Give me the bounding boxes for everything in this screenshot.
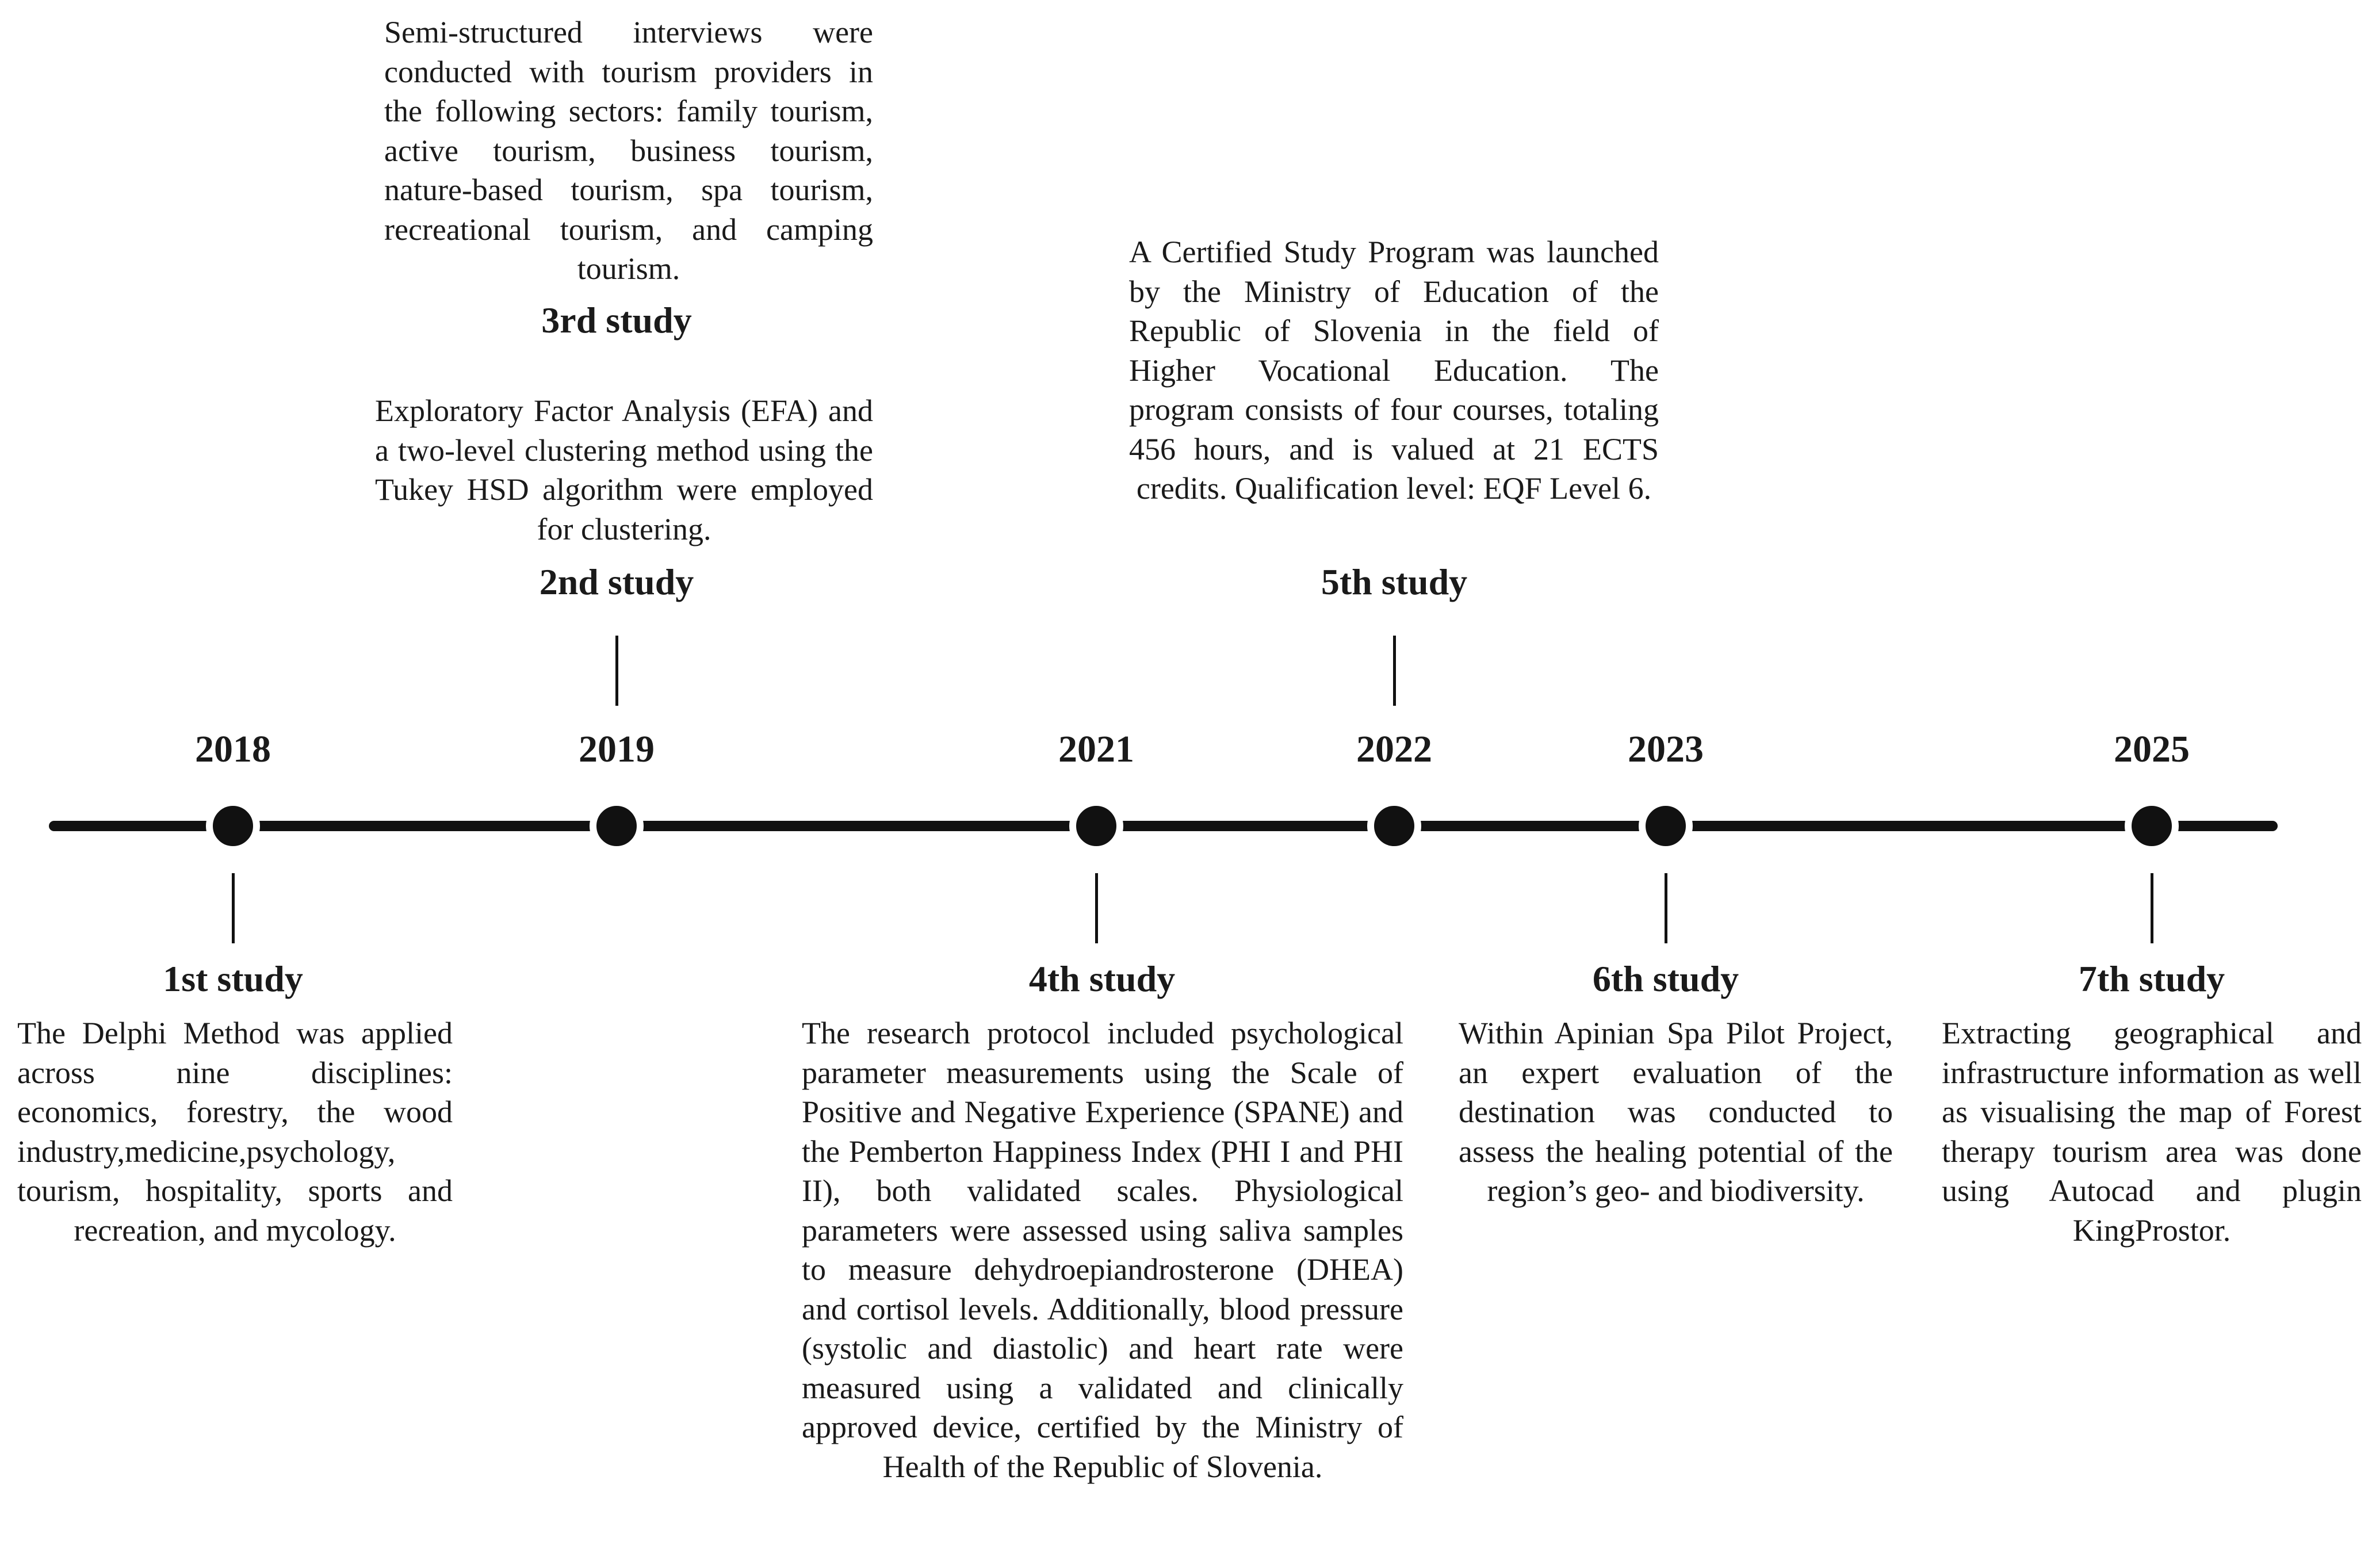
year-label-2019: 2019 bbox=[579, 728, 655, 770]
year-label-2018: 2018 bbox=[195, 728, 271, 770]
study-1-label: 1st study bbox=[163, 958, 303, 999]
year-label-2021: 2021 bbox=[1058, 728, 1134, 770]
timeline-axis bbox=[49, 821, 2278, 831]
connector-stem-2021 bbox=[1095, 873, 1098, 943]
year-label-2023: 2023 bbox=[1628, 728, 1704, 770]
study-2-label: 2nd study bbox=[539, 561, 694, 602]
year-marker-2018 bbox=[206, 799, 260, 853]
year-marker-2021 bbox=[1069, 799, 1123, 853]
year-label-2025: 2025 bbox=[2114, 728, 2190, 770]
year-marker-2023 bbox=[1639, 799, 1693, 853]
study-2-description: Exploratory Factor Analysis (EFA) and a two-level clustering method using the Tukey HSD algorithm were employed for clustering. bbox=[375, 393, 873, 546]
study-6-label: 6th study bbox=[1592, 958, 1739, 999]
study-7-description: Extracting geographical and infrastructure information as well as visualising the map of Forest therapy tourism area was done using Autocad and plugin KingProstor. bbox=[1942, 1016, 2362, 1248]
connector-stem-2023 bbox=[1665, 873, 1667, 943]
connector-stem-2018 bbox=[232, 873, 235, 943]
connector-stem-2022 bbox=[1393, 636, 1396, 706]
study-3-description: Semi-structured interviews were conducted with tourism providers in the following sectors: family tourism, active tourism, business tourism, nature-based tourism, spa tourism, recreational tourism, and camping tourism. bbox=[384, 15, 873, 286]
study-4-label: 4th study bbox=[1028, 958, 1176, 999]
study-5-label: 5th study bbox=[1321, 561, 1468, 602]
study-4-description: The research protocol included psychological parameter measurements using the Scale of Positive and Negative Experience (SPANE) and the Pemberton Happiness Index (PHI I and PHI II), both validated scales. Physiological parameters were assessed using saliva samples to measure dehydroepiandrosterone (DHEA) and cortisol levels. Additionally, blood pressure (systolic and diastolic) and heart rate were measured using a validated and clinically approved device, certified by the Ministry of Health of the Republic of Slovenia. bbox=[802, 1016, 1403, 1484]
connector-stem-2019 bbox=[615, 636, 618, 706]
study-3-label: 3rd study bbox=[541, 300, 692, 341]
year-marker-2022 bbox=[1367, 799, 1421, 853]
year-label-2022: 2022 bbox=[1356, 728, 1432, 770]
study-7-label: 7th study bbox=[2078, 958, 2225, 999]
year-marker-2019 bbox=[590, 799, 644, 853]
study-6-description: Within Apinian Spa Pilot Project, an expert evaluation of the destination was conducted to assess the healing potential of the region’s geo- and biodiversity. bbox=[1459, 1016, 1893, 1208]
year-marker-2025 bbox=[2125, 799, 2179, 853]
study-1-description: The Delphi Method was applied across nine disciplines: economics, forestry, the wood industry,medicine,psychology, tourism, hospitality, sports and recreation, and mycology. bbox=[17, 1016, 453, 1248]
connector-stem-2025 bbox=[2151, 873, 2153, 943]
study-5-description: A Certified Study Program was launched by the Ministry of Education of the Republic of Slovenia in the field of Higher Vocational Education. The program consists of four courses, totaling 456 hours, and is valued at 21 ECTS credits. Qualification level: EQF Level 6. bbox=[1129, 235, 1659, 506]
